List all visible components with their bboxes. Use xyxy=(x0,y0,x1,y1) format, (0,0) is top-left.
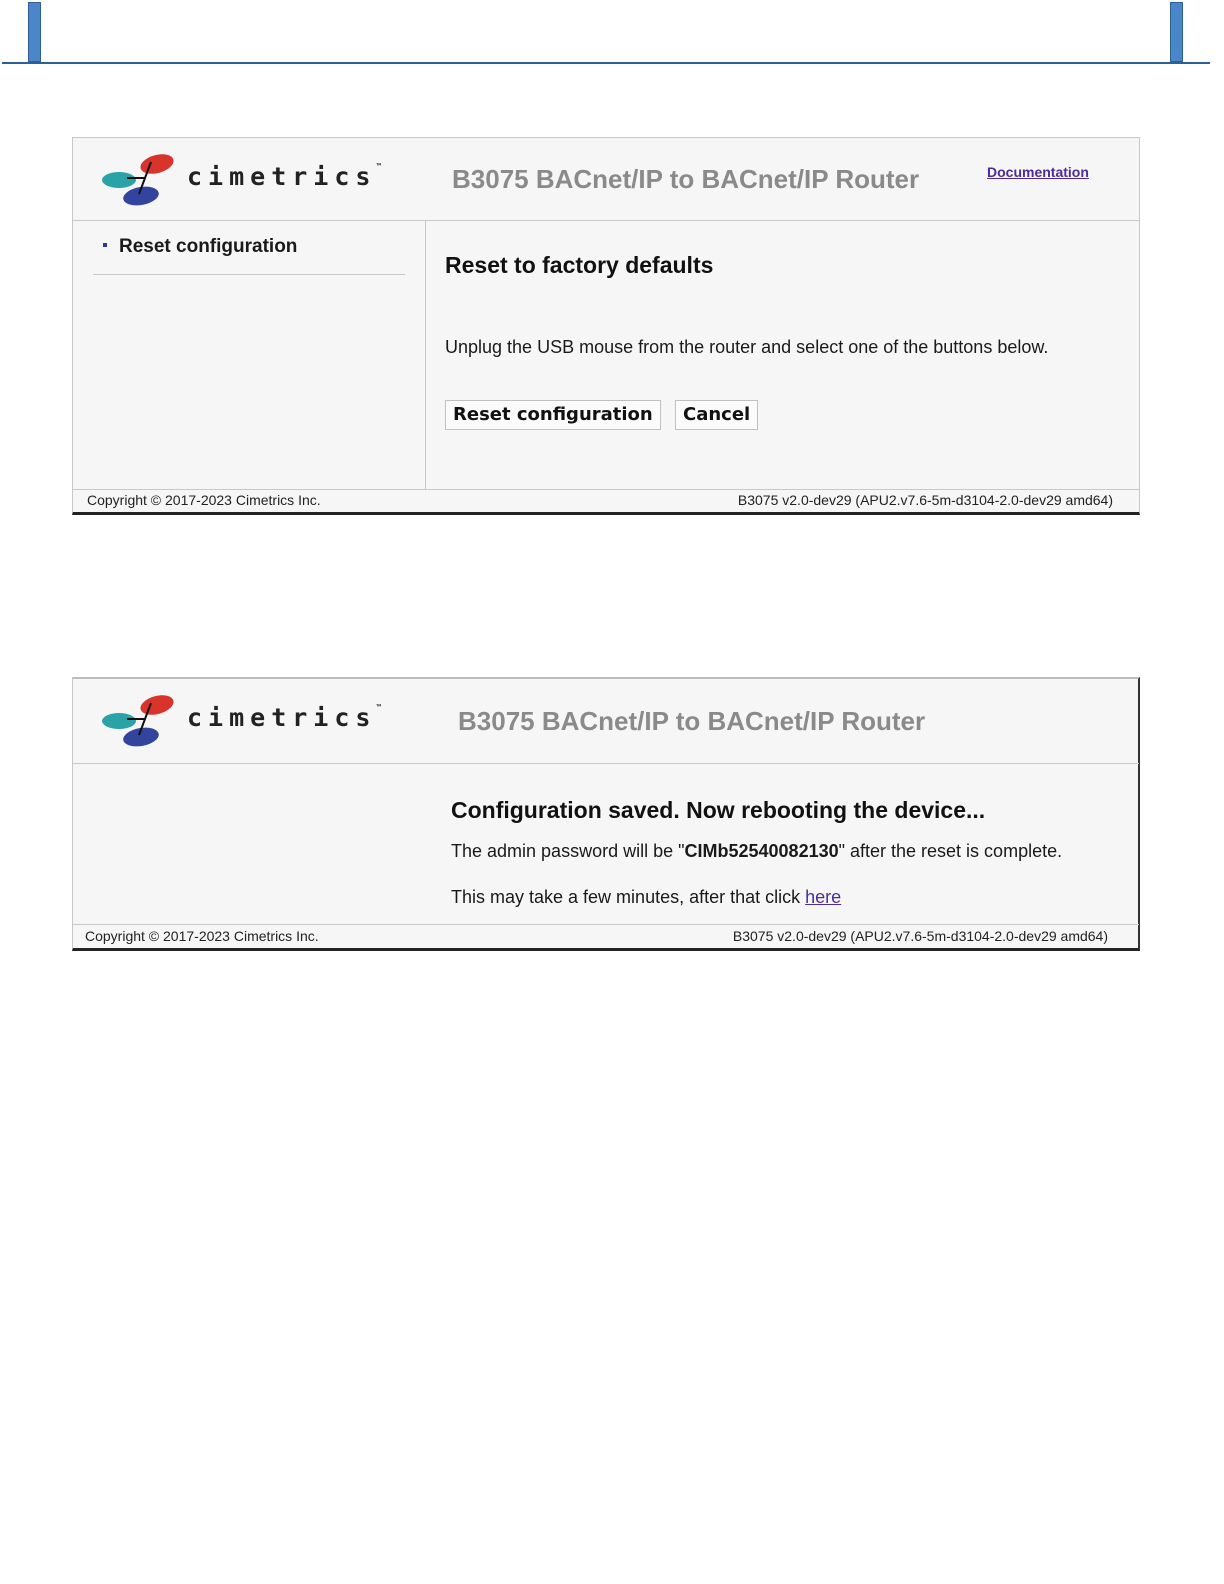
header-accent-bar-left xyxy=(28,2,41,62)
version-text: B3075 v2.0-dev29 (APU2.v7.6-5m-d3104-2.0-dev29 amd64) xyxy=(737,492,1113,508)
sidebar-item-reset-configuration[interactable] xyxy=(103,236,297,258)
bullet-icon xyxy=(103,243,107,247)
cimetrics-logo-icon xyxy=(99,689,189,753)
app-title: B3075 BACnet/IP to BACnet/IP Router xyxy=(452,164,920,194)
password-message: The admin password will be "CIMb52540082130" after the reset is complete. xyxy=(451,841,1063,861)
instruction-text: Unplug the USB mouse from the router and select one of the buttons below. xyxy=(445,337,1049,357)
documentation-link[interactable]: Documentation xyxy=(987,164,1089,180)
cimetrics-wordmark: cimetrics™ xyxy=(187,703,382,732)
footer-divider xyxy=(73,924,1139,925)
copyright-text: Copyright © 2017-2023 Cimetrics Inc. xyxy=(87,492,321,508)
sidebar-divider xyxy=(425,221,426,489)
reset-config-screen xyxy=(72,137,1140,515)
reset-configuration-button[interactable]: Reset configuration xyxy=(445,400,661,430)
app-title: B3075 BACnet/IP to BACnet/IP Router xyxy=(458,706,926,736)
cancel-button[interactable]: Cancel xyxy=(675,400,758,430)
status-heading: Configuration saved. Now rebooting the device... xyxy=(451,797,986,823)
sidebar-item-rule xyxy=(93,274,405,275)
header-divider xyxy=(73,763,1139,764)
sidebar-item-label: Reset configuration xyxy=(119,236,298,257)
cimetrics-logo-icon xyxy=(99,148,189,212)
header-divider xyxy=(73,220,1139,221)
copyright-text: Copyright © 2017-2023 Cimetrics Inc. xyxy=(85,928,319,944)
page-title: Reset to factory defaults xyxy=(445,252,714,278)
cimetrics-logo xyxy=(99,148,382,212)
admin-password: CIMb52540082130 xyxy=(684,841,839,861)
header-rule xyxy=(2,62,1210,64)
version-text: B3075 v2.0-dev29 (APU2.v7.6-5m-d3104-2.0-dev29 amd64) xyxy=(732,928,1108,944)
cimetrics-wordmark: cimetrics™ xyxy=(187,162,382,191)
wait-message: This may take a few minutes, after that click here xyxy=(451,887,842,907)
header-accent-bar-right xyxy=(1170,2,1183,62)
rebooting-screen xyxy=(72,677,1140,951)
footer-divider xyxy=(73,489,1139,490)
here-link[interactable]: here xyxy=(805,887,842,907)
cimetrics-logo xyxy=(99,689,382,753)
